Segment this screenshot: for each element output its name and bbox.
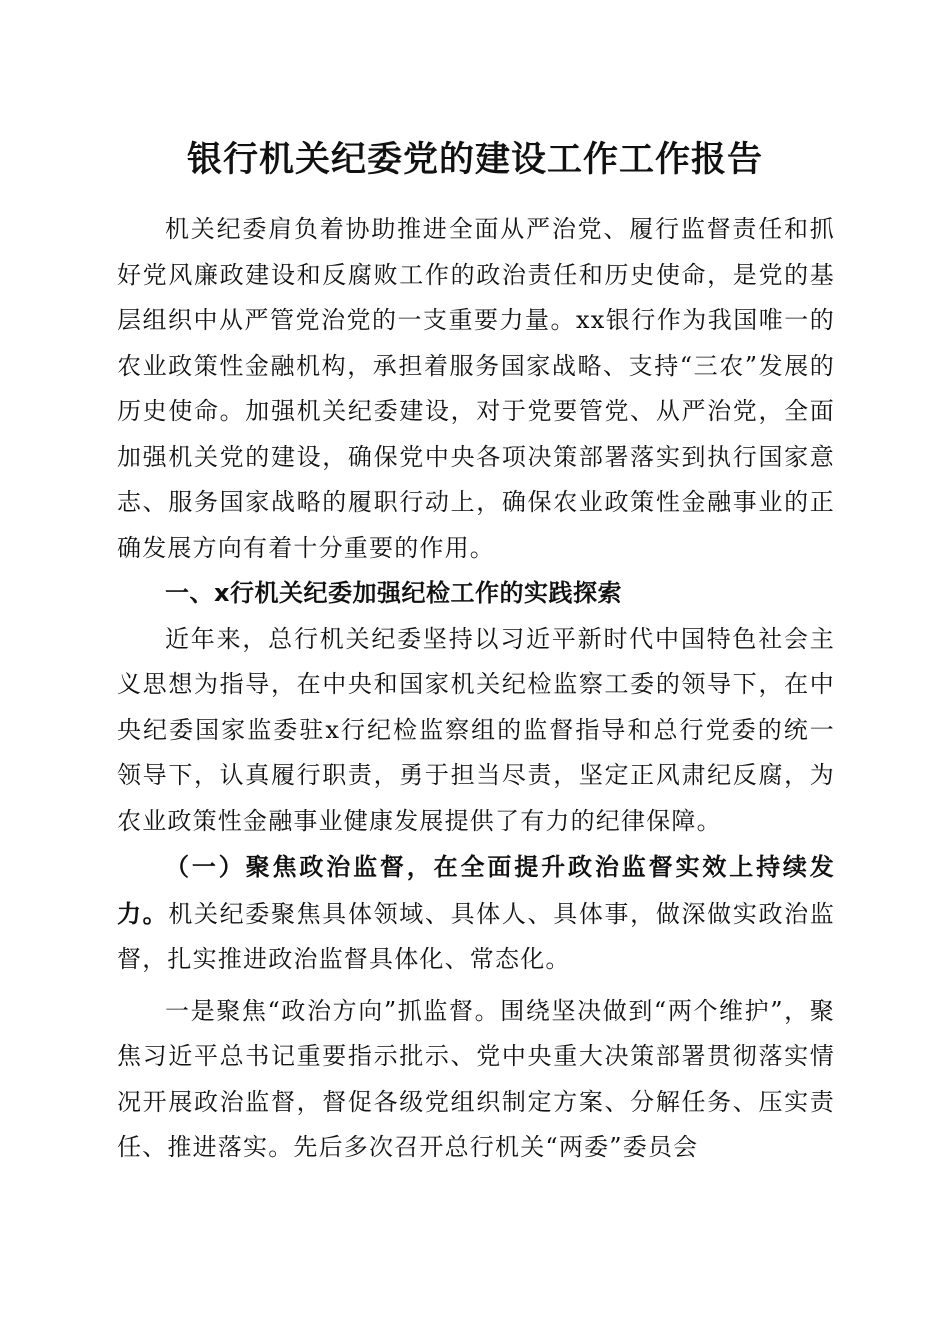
intro-paragraph: 机关纪委肩负着协助推进全面从严治党、履行监督责任和抓好党风廉政建设和反腐败工作的政治责任和历史使命，是党的基层组织中从严管党治党的一支重要力量。xx银行作为我国唯一的农业政策性金融机构，承担着服务国家战略、支持“三农”发展的历史使命。加强机关纪委建设，对于党要管党、从严治党，全面加强机关党的建设，确保党中央各项决策部署落实到执行国家意志、服务国家战略的履职行动上，确保农业政策性金融事业的正确发展方向有着十分重要的作用。 bbox=[117, 215, 835, 562]
point-lead-1: 一是聚焦“政治方向”抓监督。 bbox=[165, 996, 501, 1025]
subsection-text-1: 机关纪委聚焦具体领域、具体人、具体事，做深做实政治监督，扎实推进政治监督具体化、常态化。 bbox=[117, 899, 835, 973]
point-text-1: 围绕坚决做到“两个维护”，聚焦习近平总书记重要指示批示、党中央重大决策部署贯彻落实情况开展政治监督，督促各级党组织制定方案、分解任务、压实责任、推进落实。先后多次召开总行机关“两委”委员会 bbox=[117, 996, 836, 1161]
political-supervision-paragraph bbox=[117, 844, 835, 983]
practice-paragraph: 近年来，总行机关纪委坚持以习近平新时代中国特色社会主义思想为指导，在中央和国家机关纪检监察工委的领导下，在中央纪委国家监委驻x行纪检监察组的监督指导和总行党委的统一领导下，认真履行职责，勇于担当尽责，坚定正风肃纪反腐，为农业政策性金融事业健康发展提供了有力的纪律保障。 bbox=[117, 624, 835, 835]
political-direction-paragraph bbox=[117, 989, 835, 1171]
section-heading-1: 一、x行机关纪委加强纪检工作的实践探索 bbox=[165, 579, 622, 607]
subsection-heading-1: （一）聚焦政治监督，在全面提升政治监督实效上持续发力。 bbox=[117, 852, 835, 928]
document-title: 银行机关纪委党的建设工作工作报告 bbox=[186, 139, 763, 180]
document-body bbox=[117, 207, 835, 1171]
